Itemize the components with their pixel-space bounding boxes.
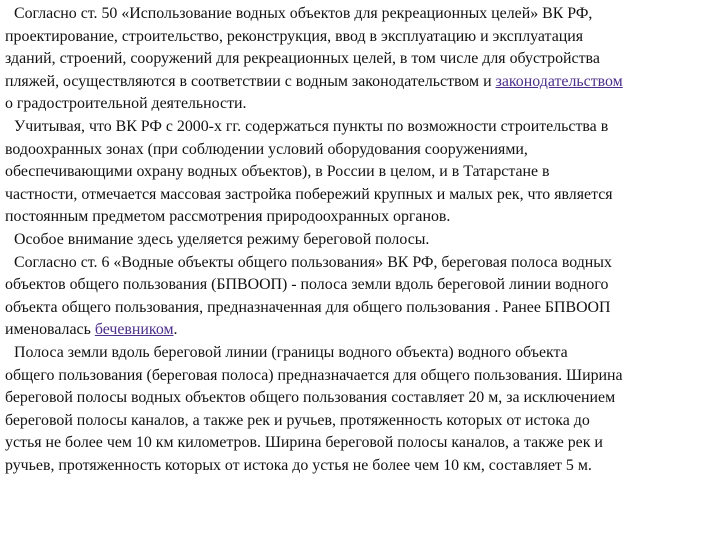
text-line [5, 410, 715, 433]
text-segment: Согласно ст. 6 «Водные объекты общего пользования» ВК РФ, береговая полоса водных [14, 253, 612, 271]
text-segment: объекта общего пользования, предназначенная для общего пользования . Ранее БПВООП [5, 298, 611, 316]
text-line [5, 184, 715, 207]
text-line [5, 455, 715, 478]
paragraph [5, 3, 715, 116]
paragraph [5, 342, 715, 478]
text-segment: обеспечивающими охрану водных объектов), в России в целом, и в Татарстане в [5, 163, 550, 181]
text-segment: частности, отмечается массовая застройка побережий крупных и малых рек, что является [5, 185, 613, 203]
paragraph [5, 252, 715, 342]
text-line [5, 48, 715, 71]
text-segment: ручьев, протяженность которых от истока до устья не более чем 10 км, составляет 5 м. [5, 456, 592, 474]
document-body [5, 3, 715, 477]
text-line [5, 297, 715, 320]
text-line [5, 432, 715, 455]
text-line [5, 342, 715, 365]
text-line [5, 161, 715, 184]
text-segment: Учитывая, что ВК РФ с 2000-х гг. содержаться пункты по возможности строительства в [14, 117, 609, 135]
text-line [5, 26, 715, 49]
text-segment: устья не более чем 10 км километров. Ширина береговой полосы каналов, а также рек и [5, 434, 603, 452]
text-segment: пляжей, осуществляются в соответствии с водным законодательством и [5, 72, 496, 90]
text-segment: общего пользования (береговая полоса) предназначается для общего пользования. Ширина [5, 366, 623, 384]
text-line [5, 365, 715, 388]
text-segment: постоянным предметом рассмотрения природоохранных органов. [5, 208, 451, 226]
text-segment: о градостроительной деятельности. [5, 95, 247, 113]
text-line [5, 3, 715, 26]
legislation-link[interactable]: законодательством [495, 72, 623, 90]
text-line [5, 229, 715, 252]
bechevnik-link[interactable]: бечевником [94, 321, 174, 339]
text-line [5, 71, 715, 94]
text-segment: зданий, строений, сооружений для рекреационных целей, в том числе для обустройства [5, 50, 600, 68]
paragraph [5, 229, 715, 252]
text-line [5, 252, 715, 275]
text-line [5, 319, 715, 342]
text-segment: Согласно ст. 50 «Использование водных объектов для рекреационных целей» ВК РФ, [14, 5, 593, 22]
text-segment: . [173, 321, 178, 339]
text-segment: береговой полосы каналов, а также рек и ручьев, протяженность которых от истока до [5, 411, 590, 429]
paragraph [5, 116, 715, 229]
text-line [5, 93, 715, 116]
text-segment: именовалась [5, 321, 95, 339]
text-line [5, 116, 715, 139]
text-line [5, 206, 715, 229]
text-segment: береговой полосы водных объектов общего пользования составляет 20 м, за исключением [5, 389, 616, 407]
text-segment: Особое внимание здесь уделяется режиму береговой полосы. [14, 230, 430, 248]
text-segment: проектирование, строительство, реконструкция, ввод в эксплуатацию и эксплуатация [5, 27, 584, 45]
text-line [5, 274, 715, 297]
text-segment: Полоса земли вдоль береговой линии (границы водного объекта) водного объекта [14, 343, 568, 361]
text-line [5, 139, 715, 162]
text-segment: объектов общего пользования (БПВООП) - полоса земли вдоль береговой линии водного [5, 276, 609, 294]
text-line [5, 387, 715, 410]
text-segment: водоохранных зонах (при соблюдении условий оборудования сооружениями, [5, 140, 528, 158]
